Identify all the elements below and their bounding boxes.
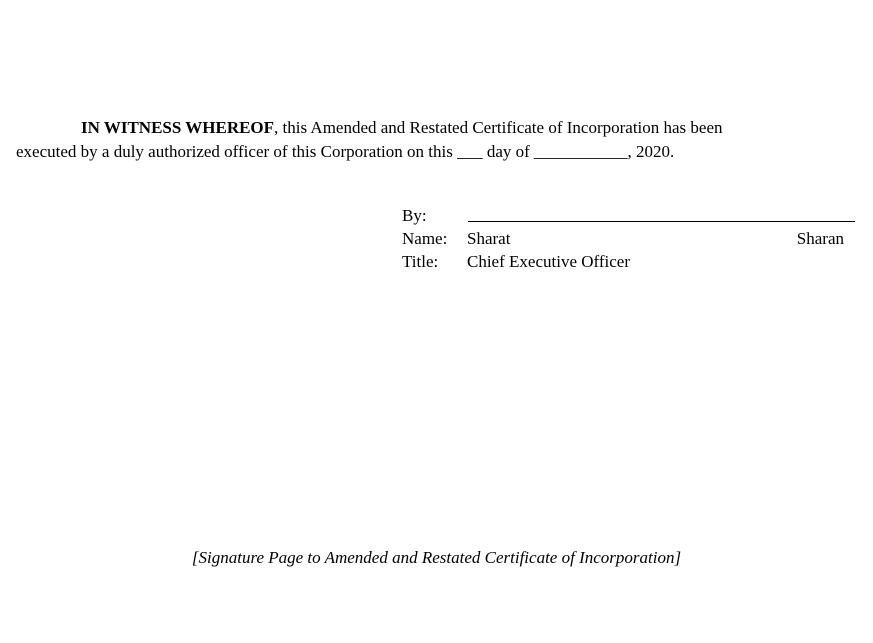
witness-line-1 xyxy=(16,116,856,140)
witness-heading: IN WITNESS WHEREOF xyxy=(81,118,275,137)
signature-title-row xyxy=(402,250,857,273)
signature-name-row xyxy=(402,227,857,250)
witness-paragraph xyxy=(16,116,856,164)
name-first: Sharat xyxy=(467,229,511,248)
title-label: Title: xyxy=(402,252,439,271)
witness-line-2: executed by a duly authorized officer of this Corporation on this ___ day of ___________, 2020. xyxy=(16,142,675,161)
signature-line xyxy=(468,221,855,222)
witness-line-1-text: , this Amended and Restated Certificate of Incorporation has been xyxy=(274,118,723,137)
name-label: Name: xyxy=(402,229,448,248)
title-value: Chief Executive Officer xyxy=(467,252,631,271)
by-label: By: xyxy=(402,206,427,225)
name-last: Sharan xyxy=(796,229,844,248)
signature-by-row xyxy=(402,204,857,227)
signature-block xyxy=(402,204,857,273)
signature-page-footer: [Signature Page to Amended and Restated Certificate of Incorporation] xyxy=(191,548,682,567)
